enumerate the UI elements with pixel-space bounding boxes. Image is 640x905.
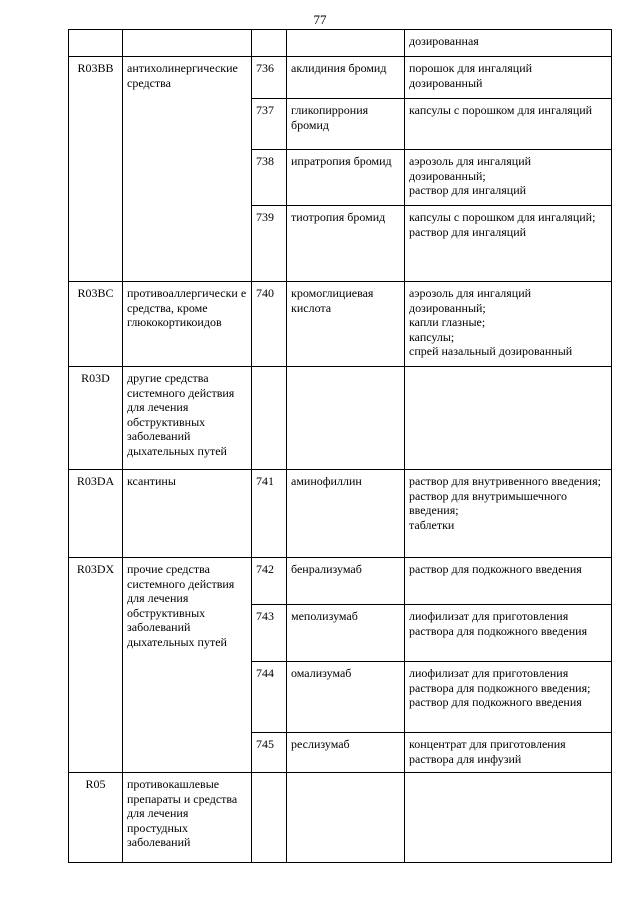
dosage-form-line: порошок для ингаляций дозированный [409, 61, 533, 90]
atc-code-cell: R03BB [69, 57, 123, 282]
dosage-form-line: раствор для подкожного введения [409, 695, 582, 710]
table-row [69, 470, 612, 558]
drug-name-cell: бенрализумаб [287, 558, 405, 605]
drug-name-cell: аклидиния бромид [287, 57, 405, 99]
dosage-form-line: капсулы; [409, 329, 455, 344]
dosage-form-line: концентрат для приготовления раствора для инфузий [409, 737, 566, 766]
number-cell: 745 [252, 733, 287, 773]
group-cell [123, 30, 252, 57]
drug-name-cell: реслизумаб [287, 733, 405, 773]
dosage-form-line: дозированная [409, 34, 479, 48]
table-row [69, 282, 612, 367]
atc-code-cell: R03DA [69, 470, 123, 558]
number-cell: 742 [252, 558, 287, 605]
dosage-form-line: спрей назальный дозированный [409, 344, 573, 359]
dosage-forms-cell [405, 206, 612, 282]
dosage-form-line: лиофилизат для приготовления раствора для подкожного введения; [409, 666, 591, 695]
number-cell: 744 [252, 662, 287, 733]
dosage-forms-cell [405, 150, 612, 206]
group-cell: противокашлевые препараты и средства для лечения простудных заболеваний [123, 773, 252, 863]
number-cell [252, 30, 287, 57]
drug-name-cell: омализумаб [287, 662, 405, 733]
dosage-forms-cell [405, 733, 612, 773]
dosage-form-line: капли глазные; [409, 315, 486, 330]
atc-code-cell: R03DX [69, 558, 123, 773]
atc-code-cell: R03D [69, 367, 123, 470]
number-cell: 739 [252, 206, 287, 282]
number-cell: 741 [252, 470, 287, 558]
drug-name-cell: кромоглициевая кислота [287, 282, 405, 367]
number-cell: 737 [252, 99, 287, 150]
number-cell: 740 [252, 282, 287, 367]
number-cell: 736 [252, 57, 287, 99]
atc-code-cell [69, 30, 123, 57]
group-cell: противоаллергически е средства, кроме глюкокортикоидов [123, 282, 252, 367]
drug-table [68, 29, 612, 863]
dosage-form-line: капсулы с порошком для ингаляций; [409, 210, 596, 224]
dosage-forms-cell [405, 470, 612, 558]
number-cell [252, 773, 287, 863]
dosage-forms-cell [405, 662, 612, 733]
dosage-form-line: лиофилизат для приготовления раствора для подкожного введения [409, 609, 588, 638]
group-cell: антихолинергические средства [123, 57, 252, 282]
drug-name-cell: меполизумаб [287, 605, 405, 662]
group-cell: прочие средства системного действия для лечения обструктивных заболеваний дыхательных путей [123, 558, 252, 773]
drug-name-cell [287, 367, 405, 470]
drug-name-cell: аминофиллин [287, 470, 405, 558]
dosage-form-line: капсулы с порошком для ингаляций [409, 103, 593, 117]
table-row [69, 558, 612, 605]
drug-name-cell: ипратропия бромид [287, 150, 405, 206]
atc-code-cell: R03BC [69, 282, 123, 367]
atc-code-cell: R05 [69, 773, 123, 863]
number-cell: 738 [252, 150, 287, 206]
dosage-forms-cell [405, 558, 612, 605]
dosage-form-line: раствор для ингаляций [409, 183, 527, 198]
dosage-forms-cell [405, 57, 612, 99]
drug-name-cell [287, 773, 405, 863]
dosage-form-line: аэрозоль для ингаляций дозированный; [409, 286, 532, 315]
group-cell: ксантины [123, 470, 252, 558]
table-row [69, 57, 612, 99]
dosage-forms-cell [405, 605, 612, 662]
table-row [69, 367, 612, 470]
number-cell [252, 367, 287, 470]
dosage-forms-cell [405, 282, 612, 367]
drug-name-cell [287, 30, 405, 57]
dosage-form-line: аэрозоль для ингаляций дозированный; [409, 154, 532, 183]
dosage-form-line: раствор для внутривенного введения; [409, 474, 601, 488]
table-row [69, 30, 612, 57]
dosage-forms-cell [405, 30, 612, 57]
drug-name-cell: тиотропия бромид [287, 206, 405, 282]
dosage-forms-cell [405, 773, 612, 863]
dosage-form-line: раствор для ингаляций [409, 224, 527, 239]
drug-name-cell: гликопиррония бромид [287, 99, 405, 150]
group-cell: другие средства системного действия для лечения обструктивных заболеваний дыхательных путей [123, 367, 252, 470]
dosage-form-line: раствор для внутримышечного введения; [409, 488, 567, 518]
dosage-forms-cell [405, 367, 612, 470]
dosage-forms-cell [405, 99, 612, 150]
number-cell: 743 [252, 605, 287, 662]
dosage-form-line: раствор для подкожного введения [409, 562, 582, 576]
dosage-form-line: таблетки [409, 517, 455, 532]
page-number: 77 [313, 12, 327, 27]
table-row [69, 773, 612, 863]
